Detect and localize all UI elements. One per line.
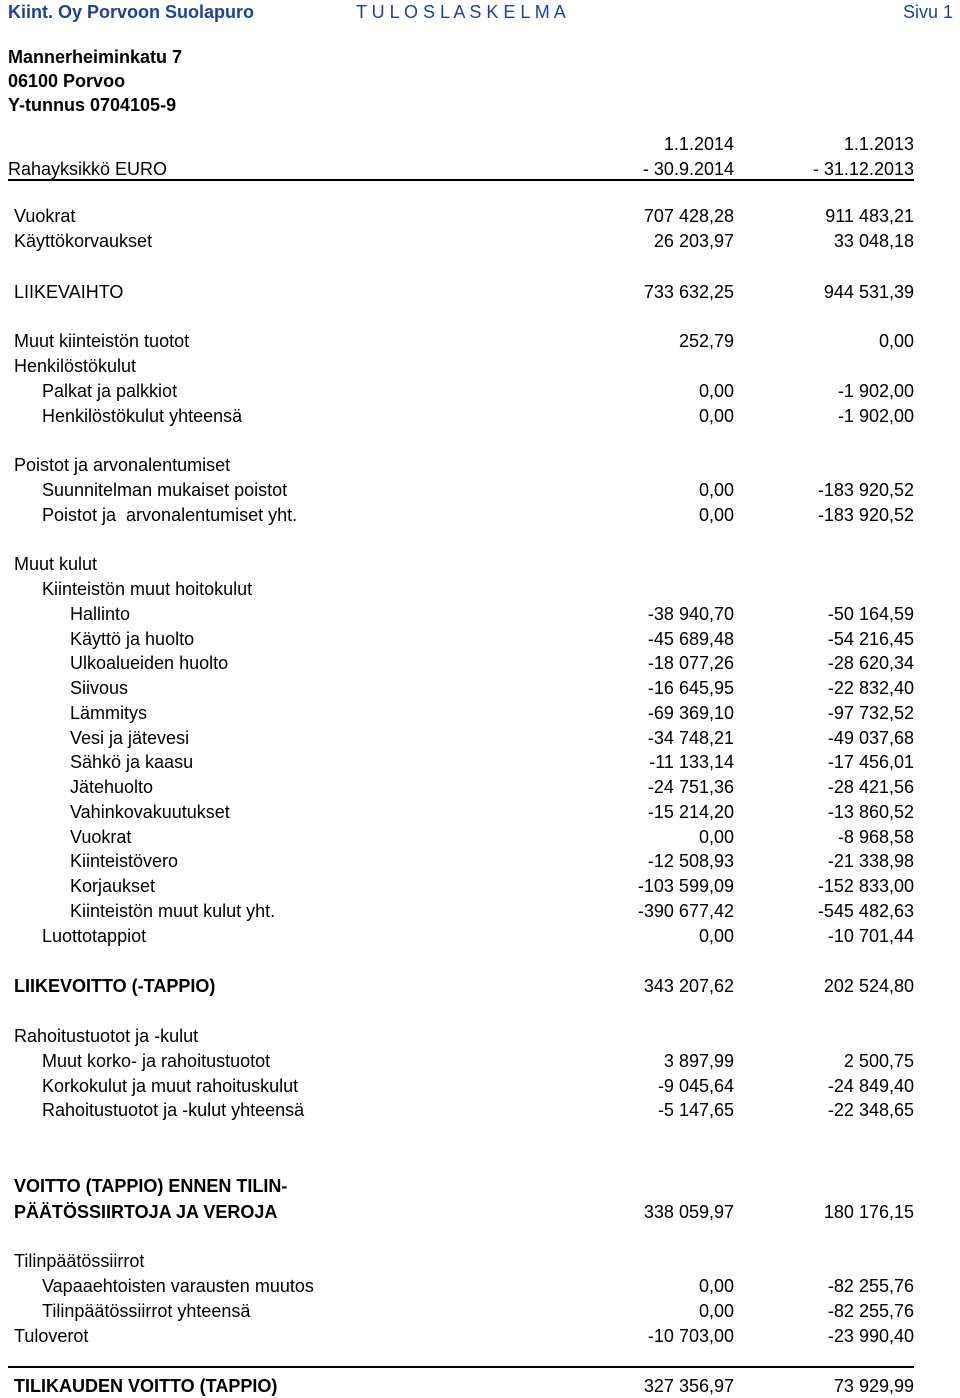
section-heading: Tilinpäätössiirrot: [14, 1251, 145, 1271]
row-label: Luottotappiot: [42, 926, 147, 946]
row-label-bold-continued: PÄÄTÖSSIIRTOJA JA VEROJA: [14, 1202, 278, 1222]
row-value-2013: -10 701,44: [827, 926, 914, 946]
row-value-2013: -97 732,52: [827, 703, 914, 723]
row-value-2014: -38 940,70: [647, 604, 734, 624]
row-label: Vuokrat: [70, 827, 132, 847]
row-label: Muut kiinteistön tuotot: [14, 331, 190, 351]
row-value-2013: -22 348,65: [827, 1100, 914, 1120]
row-value-2014: -12 508,93: [647, 851, 734, 871]
row-label: Kiinteistövero: [70, 851, 179, 871]
row-value-2014: -34 748,21: [647, 728, 734, 748]
row-value-2013: 911 483,21: [825, 206, 914, 226]
row-label-bold: VOITTO (TAPPIO) ENNEN TILIN-: [14, 1176, 288, 1196]
row-value-2013: 202 524,80: [823, 976, 914, 996]
row-value-2014: 252,79: [678, 331, 734, 351]
row-value-2014: -390 677,42: [637, 901, 734, 921]
row-value-2013: -54 216,45: [827, 629, 914, 649]
row-label: Muut korko- ja rahoitustuotot: [42, 1051, 271, 1071]
row-label: Poistot ja arvonalentumiset yht.: [42, 505, 298, 525]
section-heading: Muut kulut: [14, 554, 98, 574]
row-label: Rahoitustuotot ja -kulut yhteensä: [42, 1100, 305, 1120]
row-value-2014: 343 207,62: [643, 976, 734, 996]
row-value-2013: 2 500,75: [843, 1051, 914, 1071]
business-id: Y-tunnus 0704105-9: [8, 95, 177, 115]
row-value-2014: 3 897,99: [663, 1051, 734, 1071]
row-value-2013: -22 832,40: [827, 678, 914, 698]
period2-start: 1.1.2013: [843, 134, 914, 154]
row-label: Tilinpäätössiirrot yhteensä: [42, 1301, 251, 1321]
row-label: Ulkoalueiden huolto: [70, 653, 229, 673]
row-value-2014: 0,00: [698, 926, 734, 946]
row-value-2014: 0,00: [698, 1276, 734, 1296]
row-label: LIIKEVAIHTO: [14, 282, 124, 302]
row-label: Käyttö ja huolto: [70, 629, 195, 649]
total-rule: [8, 1366, 914, 1368]
page-number: Sivu 1: [902, 2, 953, 22]
row-value-2014: 733 632,25: [643, 282, 734, 302]
row-label: Vahinkovakuutukset: [70, 802, 230, 822]
row-label: Vuokrat: [14, 206, 76, 226]
row-value-2013: -183 920,52: [817, 480, 914, 500]
row-value-2014: 338 059,97: [643, 1202, 734, 1222]
row-value-2014: -9 045,64: [657, 1076, 734, 1096]
row-value-2013: -28 421,56: [827, 777, 914, 797]
row-value-2014: -11 133,14: [649, 752, 734, 772]
row-value-2013: -24 849,40: [827, 1076, 914, 1096]
row-value-2014: -45 689,48: [647, 629, 734, 649]
document-title: T U L O S L A S K E L M A: [356, 2, 566, 22]
row-label: Sähkö ja kaasu: [70, 752, 194, 772]
row-value-2013: -8 968,58: [837, 827, 914, 847]
row-label: Korjaukset: [70, 876, 156, 896]
header-rule: [8, 179, 914, 181]
row-value-2013: -183 920,52: [817, 505, 914, 525]
section-heading: Poistot ja arvonalentumiset: [14, 455, 231, 475]
row-value-2014: 0,00: [698, 406, 734, 426]
row-label: Lämmitys: [70, 703, 148, 723]
row-value-2013: -13 860,52: [827, 802, 914, 822]
row-label-bold: TILIKAUDEN VOITTO (TAPPIO): [14, 1376, 278, 1396]
period1-end: - 30.9.2014: [642, 159, 734, 179]
row-value-2013: -1 902,00: [837, 406, 914, 426]
row-value-2014: -5 147,65: [657, 1100, 734, 1120]
row-value-2014: -69 369,10: [647, 703, 734, 723]
row-value-2014: 0,00: [698, 1301, 734, 1321]
section-heading: Rahoitustuotot ja -kulut: [14, 1026, 199, 1046]
row-label: Vapaaehtoisten varausten muutos: [42, 1276, 314, 1296]
row-value-2014: -103 599,09: [637, 876, 734, 896]
row-value-2014: 707 428,28: [643, 206, 734, 226]
row-label: Käyttökorvaukset: [14, 231, 153, 251]
row-value-2013: -23 990,40: [827, 1326, 914, 1346]
row-value-2014: 0,00: [698, 480, 734, 500]
row-label: Henkilöstökulut yhteensä: [42, 406, 243, 426]
row-value-2013: 33 048,18: [833, 231, 914, 251]
row-value-2013: -152 833,00: [817, 876, 914, 896]
row-label: Palkat ja palkkiot: [42, 381, 178, 401]
currency-label: Rahayksikkö EURO: [8, 159, 168, 179]
row-value-2014: 0,00: [698, 381, 734, 401]
row-value-2013: 0,00: [878, 331, 914, 351]
row-value-2013: 180 176,15: [823, 1202, 914, 1222]
row-value-2013: -49 037,68: [827, 728, 914, 748]
period1-start: 1.1.2014: [663, 134, 734, 154]
section-heading: Henkilöstökulut: [14, 356, 137, 376]
row-value-2013: -17 456,01: [827, 752, 914, 772]
row-label: Siivous: [70, 678, 129, 698]
row-value-2013: -1 902,00: [837, 381, 914, 401]
row-label: Hallinto: [70, 604, 131, 624]
company-name: Kiint. Oy Porvoon Suolapuro: [8, 2, 255, 22]
row-label: Kiinteistön muut kulut yht.: [70, 901, 276, 921]
row-value-2013: -21 338,98: [827, 851, 914, 871]
row-label: Korkokulut ja muut rahoituskulut: [42, 1076, 299, 1096]
row-value-2014: 327 356,97: [643, 1376, 734, 1396]
row-value-2014: 26 203,97: [653, 231, 734, 251]
row-label-bold: LIIKEVOITTO (-TAPPIO): [14, 976, 216, 996]
row-value-2013: -82 255,76: [827, 1301, 914, 1321]
address-postal: 06100 Porvoo: [8, 71, 126, 91]
row-value-2013: -28 620,34: [827, 653, 914, 673]
row-value-2014: -18 077,26: [647, 653, 734, 673]
row-value-2014: -15 214,20: [647, 802, 734, 822]
period2-end: - 31.12.2013: [812, 159, 914, 179]
row-value-2013: -545 482,63: [817, 901, 914, 921]
row-label: Tuloverot: [14, 1326, 89, 1346]
row-value-2013: -82 255,76: [827, 1276, 914, 1296]
row-label: Vesi ja jätevesi: [70, 728, 190, 748]
section-heading: Kiinteistön muut hoitokulut: [42, 579, 253, 599]
row-value-2014: 0,00: [698, 827, 734, 847]
row-value-2013: 73 929,99: [833, 1376, 914, 1396]
row-value-2014: -16 645,95: [647, 678, 734, 698]
row-value-2013: -50 164,59: [827, 604, 914, 624]
row-value-2014: -10 703,00: [647, 1326, 734, 1346]
row-label: Suunnitelman mukaiset poistot: [42, 480, 288, 500]
row-value-2014: 0,00: [698, 505, 734, 525]
row-label: Jätehuolto: [70, 777, 154, 797]
address-street: Mannerheiminkatu 7: [8, 47, 183, 67]
row-value-2013: 944 531,39: [823, 282, 914, 302]
row-value-2014: -24 751,36: [647, 777, 734, 797]
